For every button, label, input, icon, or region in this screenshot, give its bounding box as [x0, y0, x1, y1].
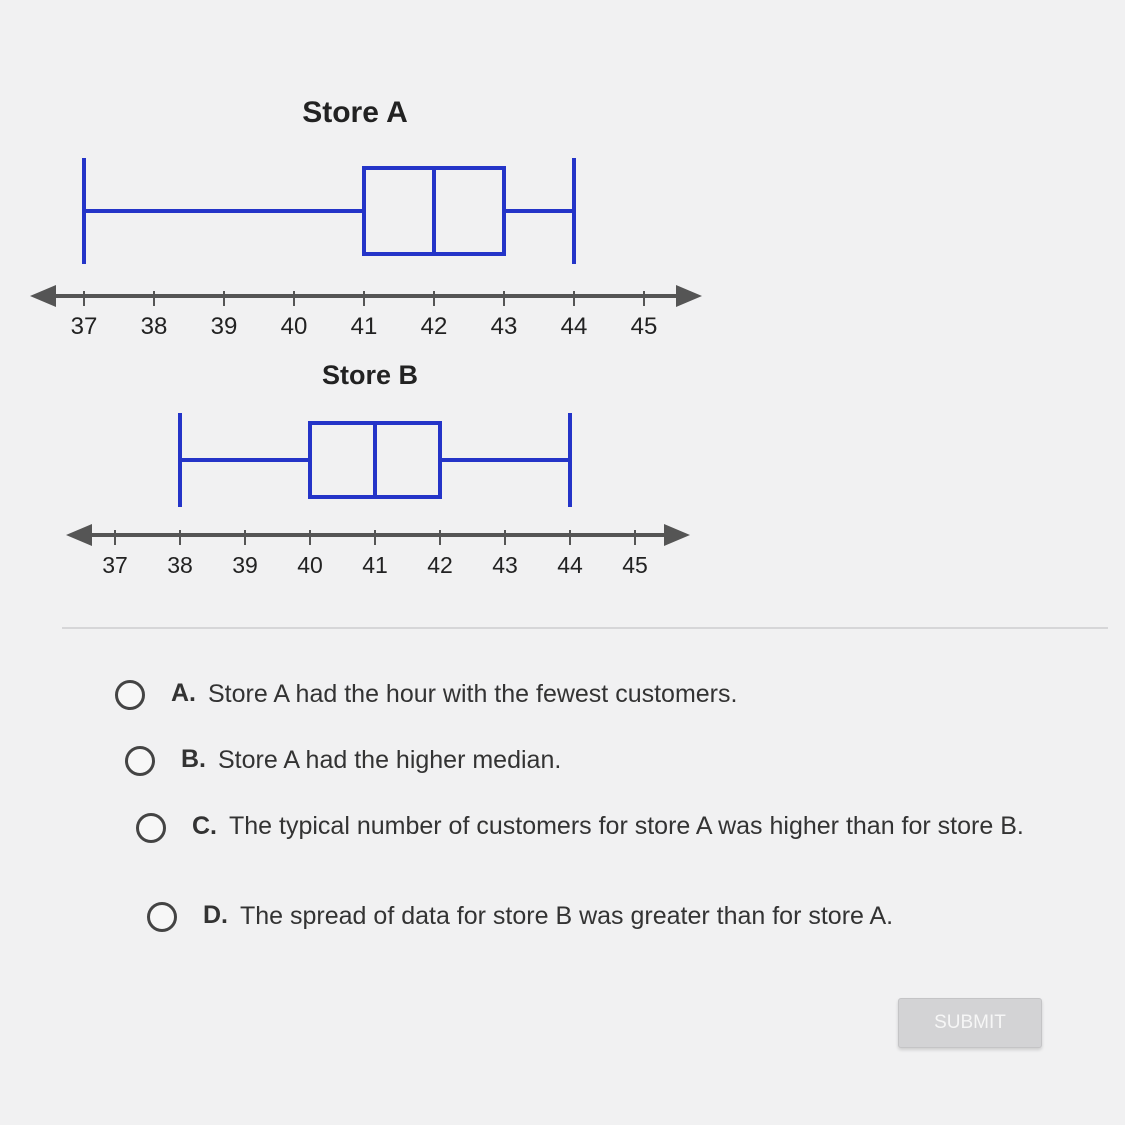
- option-b-letter: B.: [181, 745, 206, 773]
- option-d[interactable]: [147, 901, 1047, 932]
- tick-label: 41: [362, 552, 388, 578]
- option-c-letter: C.: [192, 812, 217, 840]
- tick-label: 39: [210, 313, 238, 340]
- tick-label: 40: [297, 552, 323, 578]
- tick-label: 37: [102, 552, 128, 578]
- option-d-text: The spread of data for store B was greater than for store A.: [240, 902, 894, 930]
- tick-label: 43: [490, 313, 518, 340]
- submit-button[interactable]: SUBMIT: [898, 998, 1042, 1048]
- option-c[interactable]: [136, 812, 1051, 843]
- option-b[interactable]: [125, 745, 1025, 776]
- tick-label: 38: [140, 313, 168, 340]
- store-b-title: Store B: [321, 360, 419, 390]
- tick-label: 42: [420, 313, 448, 340]
- option-a[interactable]: [115, 679, 1015, 710]
- divider: [62, 627, 1108, 629]
- tick-label: 37: [70, 313, 98, 340]
- tick-label: 44: [560, 313, 588, 340]
- radio-c[interactable]: [136, 813, 166, 843]
- tick-label: 39: [232, 552, 258, 578]
- axis-left-arrow: [66, 524, 92, 546]
- tick-label: 40: [280, 313, 308, 340]
- tick-label: 44: [557, 552, 583, 578]
- tick-label: 45: [630, 313, 658, 340]
- option-a-letter: A.: [171, 679, 196, 707]
- tick-label: 38: [167, 552, 193, 578]
- axis-right-arrow: [664, 524, 690, 546]
- tick-label: 41: [350, 313, 378, 340]
- radio-d[interactable]: [147, 902, 177, 932]
- radio-a[interactable]: [115, 680, 145, 710]
- option-a-text: Store A had the hour with the fewest customers.: [208, 680, 738, 708]
- option-c-text: The typical number of customers for store A was higher than for store B.: [229, 812, 1024, 840]
- tick-label: 43: [492, 552, 518, 578]
- option-d-letter: D.: [203, 901, 228, 929]
- tick-label: 45: [622, 552, 648, 578]
- tick-label: 42: [427, 552, 453, 578]
- radio-b[interactable]: [125, 746, 155, 776]
- option-b-text: Store A had the higher median.: [218, 746, 562, 774]
- store-a-title: Store A: [302, 96, 408, 129]
